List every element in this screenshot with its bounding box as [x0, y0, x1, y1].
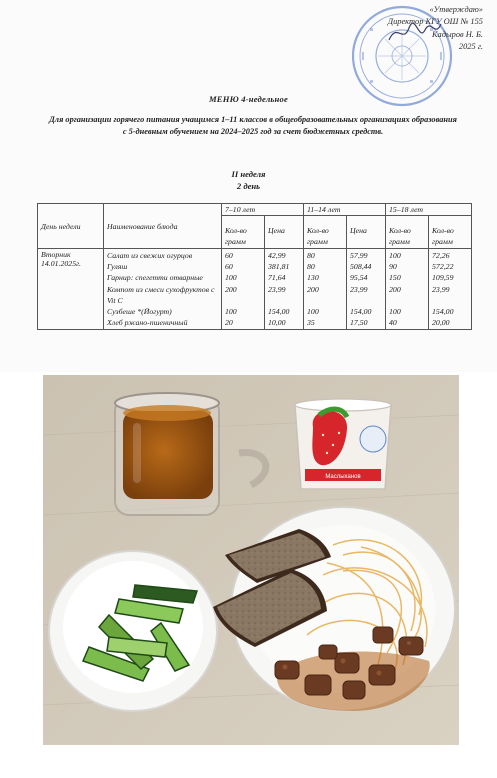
menu-table — [37, 203, 472, 330]
qty-header: Кол-во грамм — [386, 216, 429, 249]
qty-value: 60 — [225, 251, 233, 260]
qty-value: 100 — [225, 273, 237, 283]
price-value: 95,54 — [350, 273, 368, 283]
qty-header: Кол-во грамм — [429, 216, 472, 249]
age-group-header: 15–18 лет — [386, 204, 472, 216]
price-value: 23,99 — [432, 284, 450, 294]
price-value: 109,59 — [432, 273, 454, 283]
day-label: 2 день — [236, 181, 261, 191]
price-value: 23,99 — [350, 284, 368, 294]
qty-value: 100 — [389, 307, 401, 316]
price-column — [429, 249, 472, 330]
price-value: 20,00 — [432, 318, 450, 328]
qty-value: 200 — [307, 284, 319, 294]
qty-value: 200 — [225, 284, 237, 294]
qty-value: 100 — [225, 307, 237, 316]
price-header: Цена — [265, 216, 304, 249]
col-day-header: День недели — [38, 204, 104, 249]
week-heading — [0, 168, 497, 192]
qty-value: 40 — [389, 318, 397, 328]
price-value: 42,99 — [268, 251, 286, 260]
approval-line: «Утверждаю» — [429, 5, 483, 14]
week-label: II неделя — [231, 169, 266, 179]
qty-value: 35 — [307, 318, 315, 328]
qty-value: 80 — [307, 251, 315, 260]
age-group-header: 7–10 лет — [222, 204, 304, 216]
qty-value: 80 — [307, 262, 315, 272]
price-value: 572,22 — [432, 262, 454, 272]
document-title: МЕНЮ 4-недельное — [208, 94, 289, 104]
price-value: 72,26 — [432, 251, 450, 260]
price-value: 381,81 — [268, 262, 290, 272]
day-cell: Вторник 14.01.2025г. — [38, 249, 104, 330]
price-column — [347, 249, 386, 330]
qty-column — [386, 249, 429, 330]
price-value: 71,64 — [268, 273, 286, 283]
qty-value: 100 — [307, 307, 319, 316]
dish-name: Хлеб ржано-пшеничный — [107, 318, 188, 328]
dish-list — [104, 249, 222, 330]
price-value: 57,99 — [350, 251, 368, 260]
dish-name: Сузбеше *(Йогурт) — [107, 307, 172, 317]
price-value: 154,00 — [432, 307, 454, 316]
col-dish-header: Наименование блюда — [104, 204, 222, 249]
qty-value: 20 — [225, 318, 233, 328]
price-value: 23,99 — [268, 284, 286, 294]
price-value: 154,00 — [268, 307, 290, 316]
qty-header: Кол-во грамм — [222, 216, 265, 249]
qty-value: 100 — [389, 251, 401, 260]
lunch-photo — [43, 375, 459, 745]
price-value: 508,44 — [350, 262, 372, 272]
dish-name: Салат из свежих огурцов — [107, 251, 193, 260]
age-group-header: 11–14 лет — [304, 204, 386, 216]
price-value: 10,00 — [268, 318, 286, 328]
qty-header: Кол-во грамм — [304, 216, 347, 249]
yogurt-cup-icon — [295, 399, 391, 489]
qty-value: 90 — [389, 262, 397, 272]
approval-line: Кадыров Н. Б. — [431, 29, 483, 39]
qty-value: 150 — [389, 273, 401, 283]
yogurt-brand: Маслыханов — [325, 474, 361, 480]
price-value: 154,00 — [350, 307, 372, 316]
price-column — [265, 249, 304, 330]
qty-column — [304, 249, 347, 330]
menu-document — [0, 0, 497, 372]
qty-value: 130 — [307, 273, 319, 283]
price-value: 17,50 — [350, 318, 368, 328]
signature-icon — [385, 18, 445, 48]
approval-line: 2025 г. — [458, 42, 483, 52]
price-header: Цена — [347, 216, 386, 249]
qty-value: 200 — [389, 284, 401, 294]
approval-line: Директор КГУ ОШ № 155 — [387, 17, 483, 27]
dish-name: Гуляш — [107, 262, 128, 272]
cucumber-bowl-icon — [49, 551, 217, 711]
dish-name: Компот из смеси сухофруктов с Vit C — [107, 284, 215, 305]
dish-name: Гарнир: спегетти отварные — [107, 273, 203, 283]
document-subtitle: Для организации горячего питания учащимся 1–11 классов в общеобразовательных организациях образования с 5-дневным обучением на 2024–2025 год за счет бюджетных средств. — [49, 115, 457, 136]
qty-value: 60 — [225, 262, 233, 272]
qty-column — [222, 249, 265, 330]
